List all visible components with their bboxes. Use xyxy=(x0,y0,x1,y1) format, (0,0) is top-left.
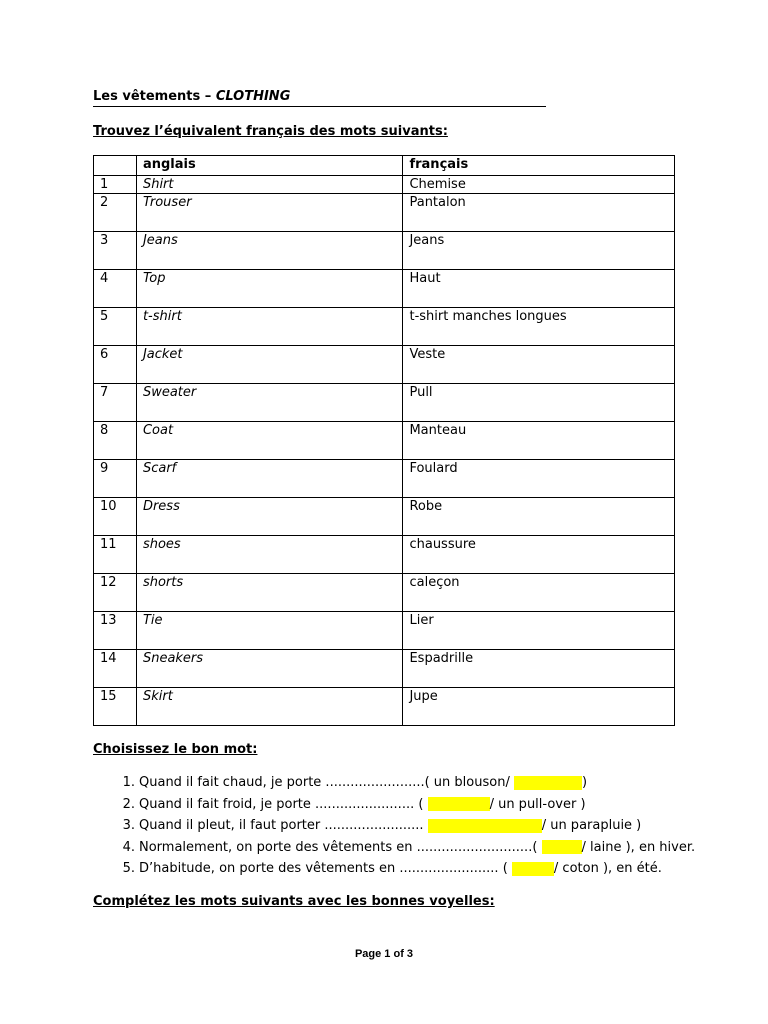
row-number: 12 xyxy=(94,574,137,612)
french-word: Manteau xyxy=(403,422,675,460)
table-row xyxy=(94,536,675,574)
choice-text-before: Quand il fait chaud, je porte ........................( un blouson/ xyxy=(139,775,514,790)
table-row xyxy=(94,194,675,232)
choice-text-after: / coton ), en été. xyxy=(553,861,662,876)
choice-text-before: Quand il fait froid, je porte ........................ ( xyxy=(139,796,428,812)
table-row xyxy=(94,460,675,498)
table-row xyxy=(94,346,675,384)
table-header-row xyxy=(94,156,675,176)
table-row xyxy=(94,384,675,422)
choice-number: 3. xyxy=(122,818,135,833)
english-word: Trouser xyxy=(136,194,403,232)
french-word: Lier xyxy=(403,612,675,650)
title-prefix: Les vêtements – xyxy=(93,89,216,104)
vocabulary-table xyxy=(93,155,675,726)
english-word: t-shirt xyxy=(136,308,403,346)
section3-heading: Complétez les mots suivants avec les bonnes voyelles: xyxy=(93,894,495,909)
page-footer: Page 1 of 3 xyxy=(354,948,414,960)
section1-heading: Trouvez l’équivalent français des mots suivants: xyxy=(93,124,448,139)
french-word: Jeans xyxy=(403,232,675,270)
table-row xyxy=(94,688,675,726)
choice-number: 4. xyxy=(122,839,135,855)
row-number: 6 xyxy=(94,346,137,384)
choice-text xyxy=(139,817,641,835)
table-row xyxy=(94,422,675,460)
choice-text-after: ) xyxy=(581,775,588,790)
choice-number: 2. xyxy=(122,796,135,812)
table-row xyxy=(94,308,675,346)
choice-text xyxy=(139,860,662,878)
choice-text-before: D’habitude, on porte des vêtements en ........................ ( xyxy=(139,861,512,876)
english-word: Tie xyxy=(136,612,403,650)
table-row xyxy=(94,270,675,308)
table-row xyxy=(94,176,675,194)
choice-number: 1. xyxy=(122,775,135,790)
choice-text-after: / un parapluie ) xyxy=(541,818,642,833)
row-number: 15 xyxy=(94,688,137,726)
choice-number: 5. xyxy=(122,861,135,876)
french-word: chaussure xyxy=(403,536,675,574)
section2-heading: Choisissez le bon mot: xyxy=(93,742,258,757)
choice-text xyxy=(139,796,586,814)
row-number: 3 xyxy=(94,232,137,270)
french-word: Chemise xyxy=(403,176,675,194)
french-word: Pantalon xyxy=(403,194,675,232)
english-word: Scarf xyxy=(136,460,403,498)
english-word: Sweater xyxy=(136,384,403,422)
highlight-box xyxy=(428,819,542,833)
english-word: Top xyxy=(136,270,403,308)
french-word: caleçon xyxy=(403,574,675,612)
choice-text-before: Quand il pleut, il faut porter ........................ xyxy=(139,818,428,833)
english-word: shoes xyxy=(136,536,403,574)
choice-text xyxy=(139,839,695,857)
table-row xyxy=(94,612,675,650)
choice-text-after: / laine ), en hiver. xyxy=(581,839,696,855)
row-number: 11 xyxy=(94,536,137,574)
french-word: Pull xyxy=(403,384,675,422)
french-word: Haut xyxy=(403,270,675,308)
english-word: shorts xyxy=(136,574,403,612)
english-word: Sneakers xyxy=(136,650,403,688)
table-row xyxy=(94,498,675,536)
table-row xyxy=(94,650,675,688)
column-header-francais: français xyxy=(403,156,675,176)
row-number: 14 xyxy=(94,650,137,688)
highlight-box xyxy=(512,862,554,876)
row-number: 2 xyxy=(94,194,137,232)
french-word: Foulard xyxy=(403,460,675,498)
column-header-number xyxy=(94,156,137,176)
row-number: 10 xyxy=(94,498,137,536)
english-word: Dress xyxy=(136,498,403,536)
french-word: Robe xyxy=(403,498,675,536)
english-word: Jacket xyxy=(136,346,403,384)
row-number: 1 xyxy=(94,176,137,194)
choice-text xyxy=(139,774,587,792)
table-row xyxy=(94,232,675,270)
row-number: 8 xyxy=(94,422,137,460)
title-emphasis: CLOTHING xyxy=(215,89,291,104)
english-word: Coat xyxy=(136,422,403,460)
french-word: Veste xyxy=(403,346,675,384)
highlight-box xyxy=(428,797,490,811)
row-number: 4 xyxy=(94,270,137,308)
table-row xyxy=(94,574,675,612)
column-header-anglais: anglais xyxy=(136,156,403,176)
row-number: 13 xyxy=(94,612,137,650)
highlight-box xyxy=(514,776,582,790)
french-word: Jupe xyxy=(403,688,675,726)
french-word: t-shirt manches longues xyxy=(403,308,675,346)
english-word: Jeans xyxy=(136,232,403,270)
row-number: 7 xyxy=(94,384,137,422)
english-word: Skirt xyxy=(136,688,403,726)
highlight-box xyxy=(542,840,582,854)
worksheet-title xyxy=(93,88,546,107)
choice-text-after: / un pull-over ) xyxy=(489,796,586,812)
english-word: Shirt xyxy=(136,176,403,194)
french-word: Espadrille xyxy=(403,650,675,688)
row-number: 9 xyxy=(94,460,137,498)
choice-text-before: Normalement, on porte des vêtements en ............................( xyxy=(139,839,542,855)
row-number: 5 xyxy=(94,308,137,346)
